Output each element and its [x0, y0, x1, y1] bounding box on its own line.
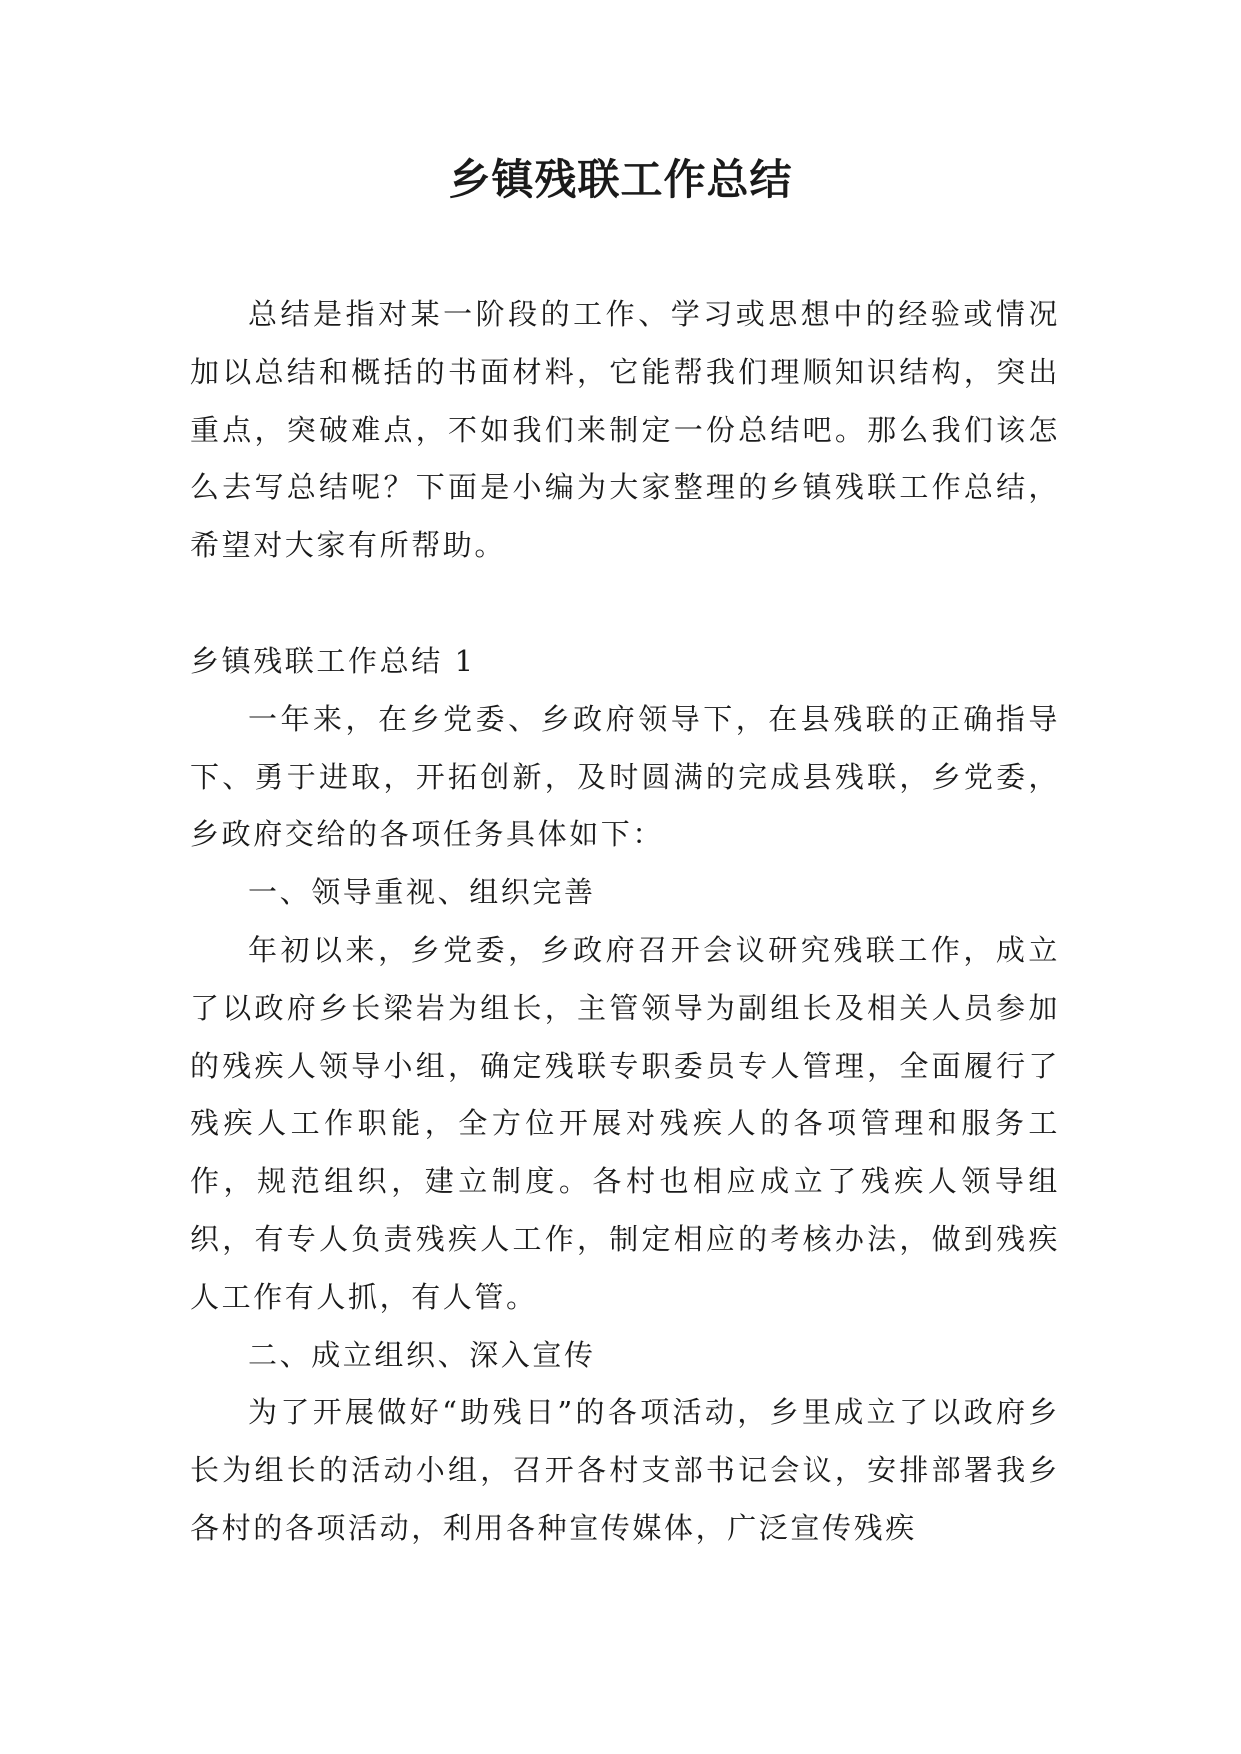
- document-body: [190, 286, 1060, 1558]
- heading-1: 一、领导重视、组织完善: [248, 875, 596, 910]
- intro-paragraph: 总结是指对某一阶段的工作、学习或思想中的经验或情况加以总结和概括的书面材料，它能帮我们理顺知识结构，突出重点，突破难点，不如我们来制定一份总结吧。那么我们该怎么去写总结呢？下面是小编为大家整理的乡镇残联工作总结，希望对大家有所帮助。: [190, 297, 1060, 563]
- body-paragraph-3: 为了开展做好“助残日”的各项活动，乡里成立了以政府乡长为组长的活动小组，召开各村支部书记会议，安排部署我乡各村的各项活动，利用各种宣传媒体，广泛宣传残疾: [190, 1395, 1060, 1545]
- paragraph-gap: [190, 575, 1060, 633]
- body-paragraph-2: 年初以来，乡党委，乡政府召开会议研究残联工作，成立了以政府乡长梁岩为组长，主管领导为副组长及相关人员参加的残疾人领导小组，确定残联专职委员专人管理，全面履行了残疾人工作职能，全方位开展对残疾人的各项管理和服务工作，规范组织，建立制度。各村也相应成立了残疾人领导组织，有专人负责残疾人工作，制定相应的考核办法，做到残疾人工作有人抓，有人管。: [190, 932, 1060, 1314]
- heading-2: 二、成立组织、深入宣传: [248, 1337, 596, 1372]
- section-title: 乡镇残联工作总结 1: [190, 643, 476, 678]
- body-paragraph-1: 一年来，在乡党委、乡政府领导下，在县残联的正确指导下、勇于进取，开拓创新，及时圆满的完成县残联，乡党委，乡政府交给的各项任务具体如下：: [190, 701, 1060, 852]
- document-title: 乡镇残联工作总结: [448, 155, 793, 204]
